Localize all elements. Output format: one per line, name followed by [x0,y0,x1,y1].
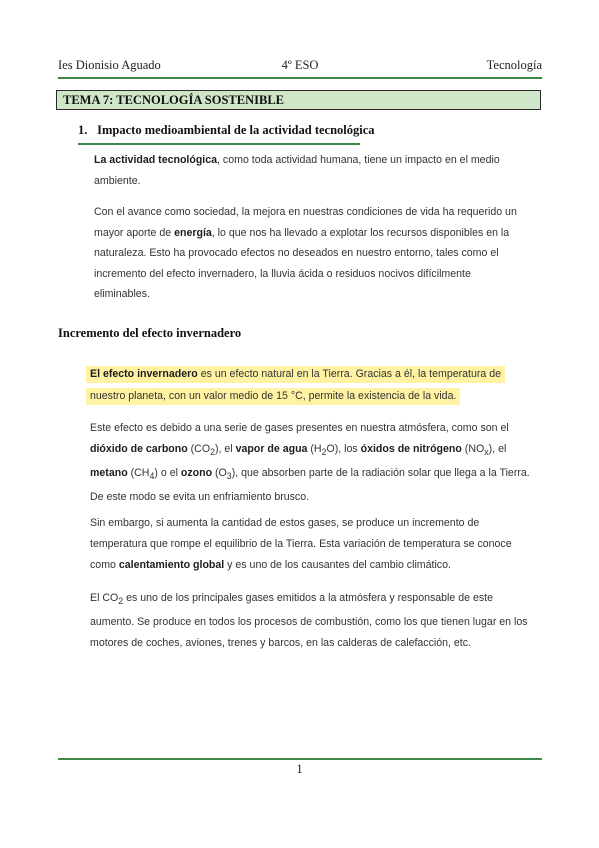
header-course: 4º ESO [281,58,319,72]
page-number: 1 [296,762,303,776]
header-school: Ies Dionisio Aguado [58,58,161,72]
header-subject: Tecnología [486,58,542,72]
footer-rule [58,758,542,760]
paragraph-co2: El $CO_2$ es uno de los principales gases emitidos a la atmósfera y responsable de este aumento. Se produce en todos los procesos de combustión, como los que tienen lugar en los motores de coches, aviones, trenes y barcos, en las calderas de calefacción, etc. [90,592,528,650]
header-rule [58,77,542,79]
section-heading-invernadero: Incremento del efecto invernadero [58,326,242,340]
paragraph-calentamiento: Sin embargo, si aumenta la cantidad de estos gases, se produce un incremento de temperatura que rompe el equilibrio de la Tierra. Esta variación de temperatura se conoce como calentamiento global y es uno de los causantes del cambio climático. [90,517,512,571]
section-underline [78,143,360,145]
section-title: Impacto medioambiental de la actividad tecnológica [97,123,375,137]
bold-term: La actividad tecnológica [94,154,218,166]
highlight-mark: El efecto invernadero es un efecto natural en la Tierra. Gracias a él, la temperatura de nuestro planeta, con un valor medio de 15 °C, permite la existencia de la vida. [86,366,505,405]
paragraph-gases: Este efecto es debido a una serie de gases presentes en nuestra atmósfera, como son el dióxido de carbono $(CO_2)$, el vapor de agua $(H_2O)$, los óxidos de nitrógeno $(NO_x)$, el metano $(CH_4)$ o el ozono $(O_3)$, que absorben parte de la radiación solar que llega a la Tierra. De este modo se evita un enfriamiento brusco. [90,422,530,504]
unit-title: TEMA 7: TECNOLOGÍA SOSTENIBLE [56,90,541,110]
page-header [58,58,542,76]
paragraph-avance: Con el avance como sociedad, la mejora en nuestras condiciones de vida ha requerido un mayor aporte de energía, lo que nos ha llevado a explotar los recursos disponibles en la naturaleza. Esto ha provocado efectos no deseados en nuestro entorno, tales como el incremento del efecto invernadero, la lluvia ácida o residuos nocivos difícilmente eliminables. [94,206,517,301]
bold-term: energía [174,226,212,239]
section-heading-impacto [78,123,375,138]
highlighted-paragraph [86,364,526,407]
section-number: 1. [78,123,88,137]
bold-term: calentamiento global [118,559,225,571]
paragraph-actividad: La actividad tecnológica, como toda actividad humana, tiene un impacto en el medio ambiente. [94,154,500,187]
